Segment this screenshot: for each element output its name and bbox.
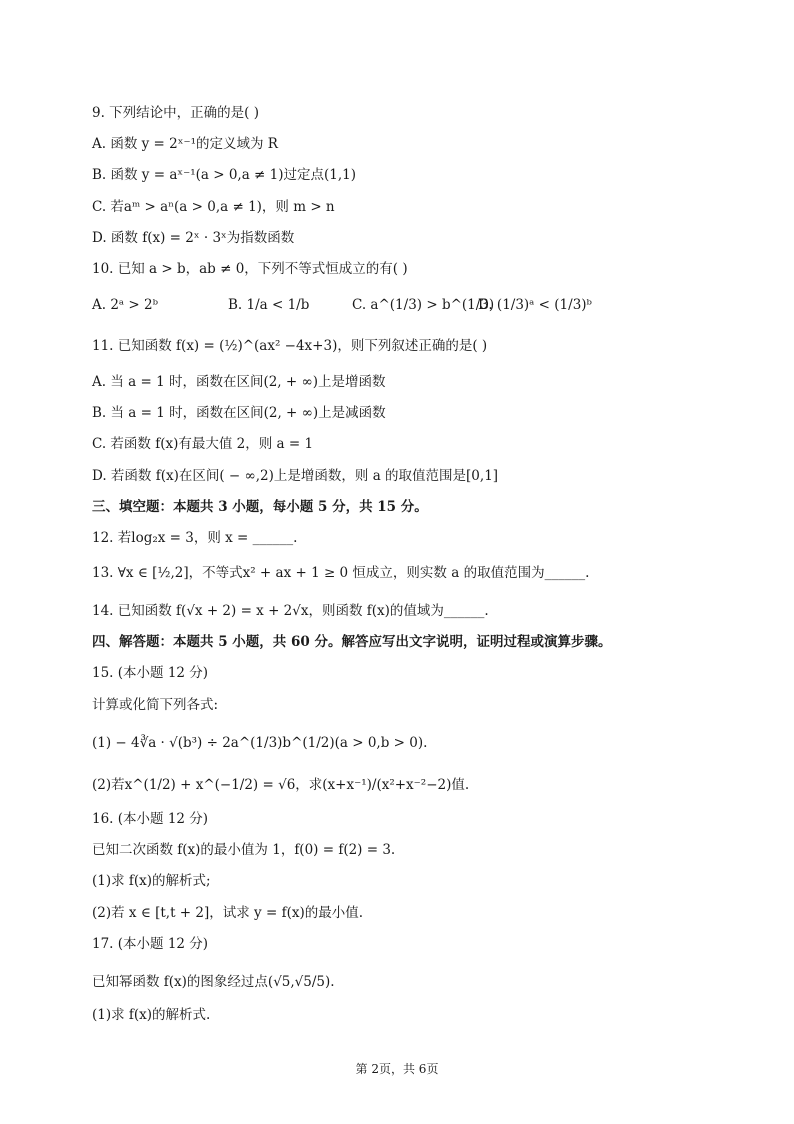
question-15-part-1: (1) − 4∛a · √(b³) ÷ 2a^(1/3)b^(1/2)(a > 0,b > 0). — [92, 735, 428, 751]
q11-option-b: B. 当 a = 1 时，函数在区间(2, + ∞)上是减函数 — [92, 405, 386, 421]
question-14: 14. 已知函数 f(√x + 2) = x + 2√x，则函数 f(x)的值域为______. — [92, 603, 489, 619]
question-17-part-1: (1)求 f(x)的解析式. — [92, 1007, 211, 1023]
q9-option-a: A. 函数 y = 2ˣ⁻¹的定义域为 R — [92, 136, 278, 152]
question-16-stem: 已知二次函数 f(x)的最小值为 1，f(0) = f(2) = 3. — [92, 842, 396, 858]
question-15-part-2: (2)若x^(1/2) + x^(−1/2) = √6，求(x+x⁻¹)/(x²+x⁻²−2)值. — [92, 777, 470, 793]
page-footer: 第 2页，共 6页 — [355, 1062, 439, 1076]
q9-option-c: C. 若aᵐ > aⁿ(a > 0,a ≠ 1)，则 m > n — [92, 199, 335, 215]
question-13: 13. ∀x ∈ [½,2]，不等式x² + ax + 1 ≥ 0 恒成立，则实数 a 的取值范围为______. — [92, 565, 590, 581]
q11-option-a: A. 当 a = 1 时，函数在区间(2, + ∞)上是增函数 — [92, 374, 386, 390]
q10-option-c: C. a^(1/3) > b^(1/3) — [352, 297, 495, 313]
question-16-header: 16. (本小题 12 分) — [92, 811, 209, 827]
q10-option-b: B. 1/a < 1/b — [228, 297, 310, 313]
question-11: 11. 已知函数 f(x) = (½)^(ax² −4x+3)，则下列叙述正确的是( ) — [92, 338, 488, 354]
question-16-part-2: (2)若 x ∈ [t,t + 2]，试求 y = f(x)的最小值. — [92, 905, 364, 921]
question-10: 10. 已知 a > b，ab ≠ 0，下列不等式恒成立的有( ) — [92, 261, 408, 277]
question-15-stem: 计算或化简下列各式: — [92, 697, 219, 713]
q10-option-a: A. 2ᵃ > 2ᵇ — [92, 297, 159, 313]
q11-option-c: C. 若函数 f(x)有最大值 2，则 a = 1 — [92, 436, 314, 452]
section-3-heading: 三、填空题：本题共 3 小题，每小题 5 分，共 15 分。 — [92, 499, 428, 515]
question-12: 12. 若log₂x = 3，则 x = ______. — [92, 530, 298, 546]
q10-option-d: D. (1/3)ᵃ < (1/3)ᵇ — [478, 297, 592, 313]
question-16-part-1: (1)求 f(x)的解析式; — [92, 873, 211, 889]
section-4-heading: 四、解答题：本题共 5 小题，共 60 分。解答应写出文字说明，证明过程或演算步骤。 — [92, 634, 612, 650]
q9-option-d: D. 函数 f(x) = 2ˣ · 3ˣ为指数函数 — [92, 230, 295, 246]
question-17-stem: 已知幂函数 f(x)的图象经过点(√5,√5/5). — [92, 974, 335, 990]
q9-option-b: B. 函数 y = aˣ⁻¹(a > 0,a ≠ 1)过定点(1,1) — [92, 167, 357, 183]
q11-option-d: D. 若函数 f(x)在区间( − ∞,2)上是增函数，则 a 的取值范围是[0,1] — [92, 468, 499, 484]
question-9: 9. 下列结论中，正确的是( ) — [92, 105, 259, 121]
question-15-header: 15. (本小题 12 分) — [92, 665, 209, 681]
question-17-header: 17. (本小题 12 分) — [92, 936, 209, 952]
